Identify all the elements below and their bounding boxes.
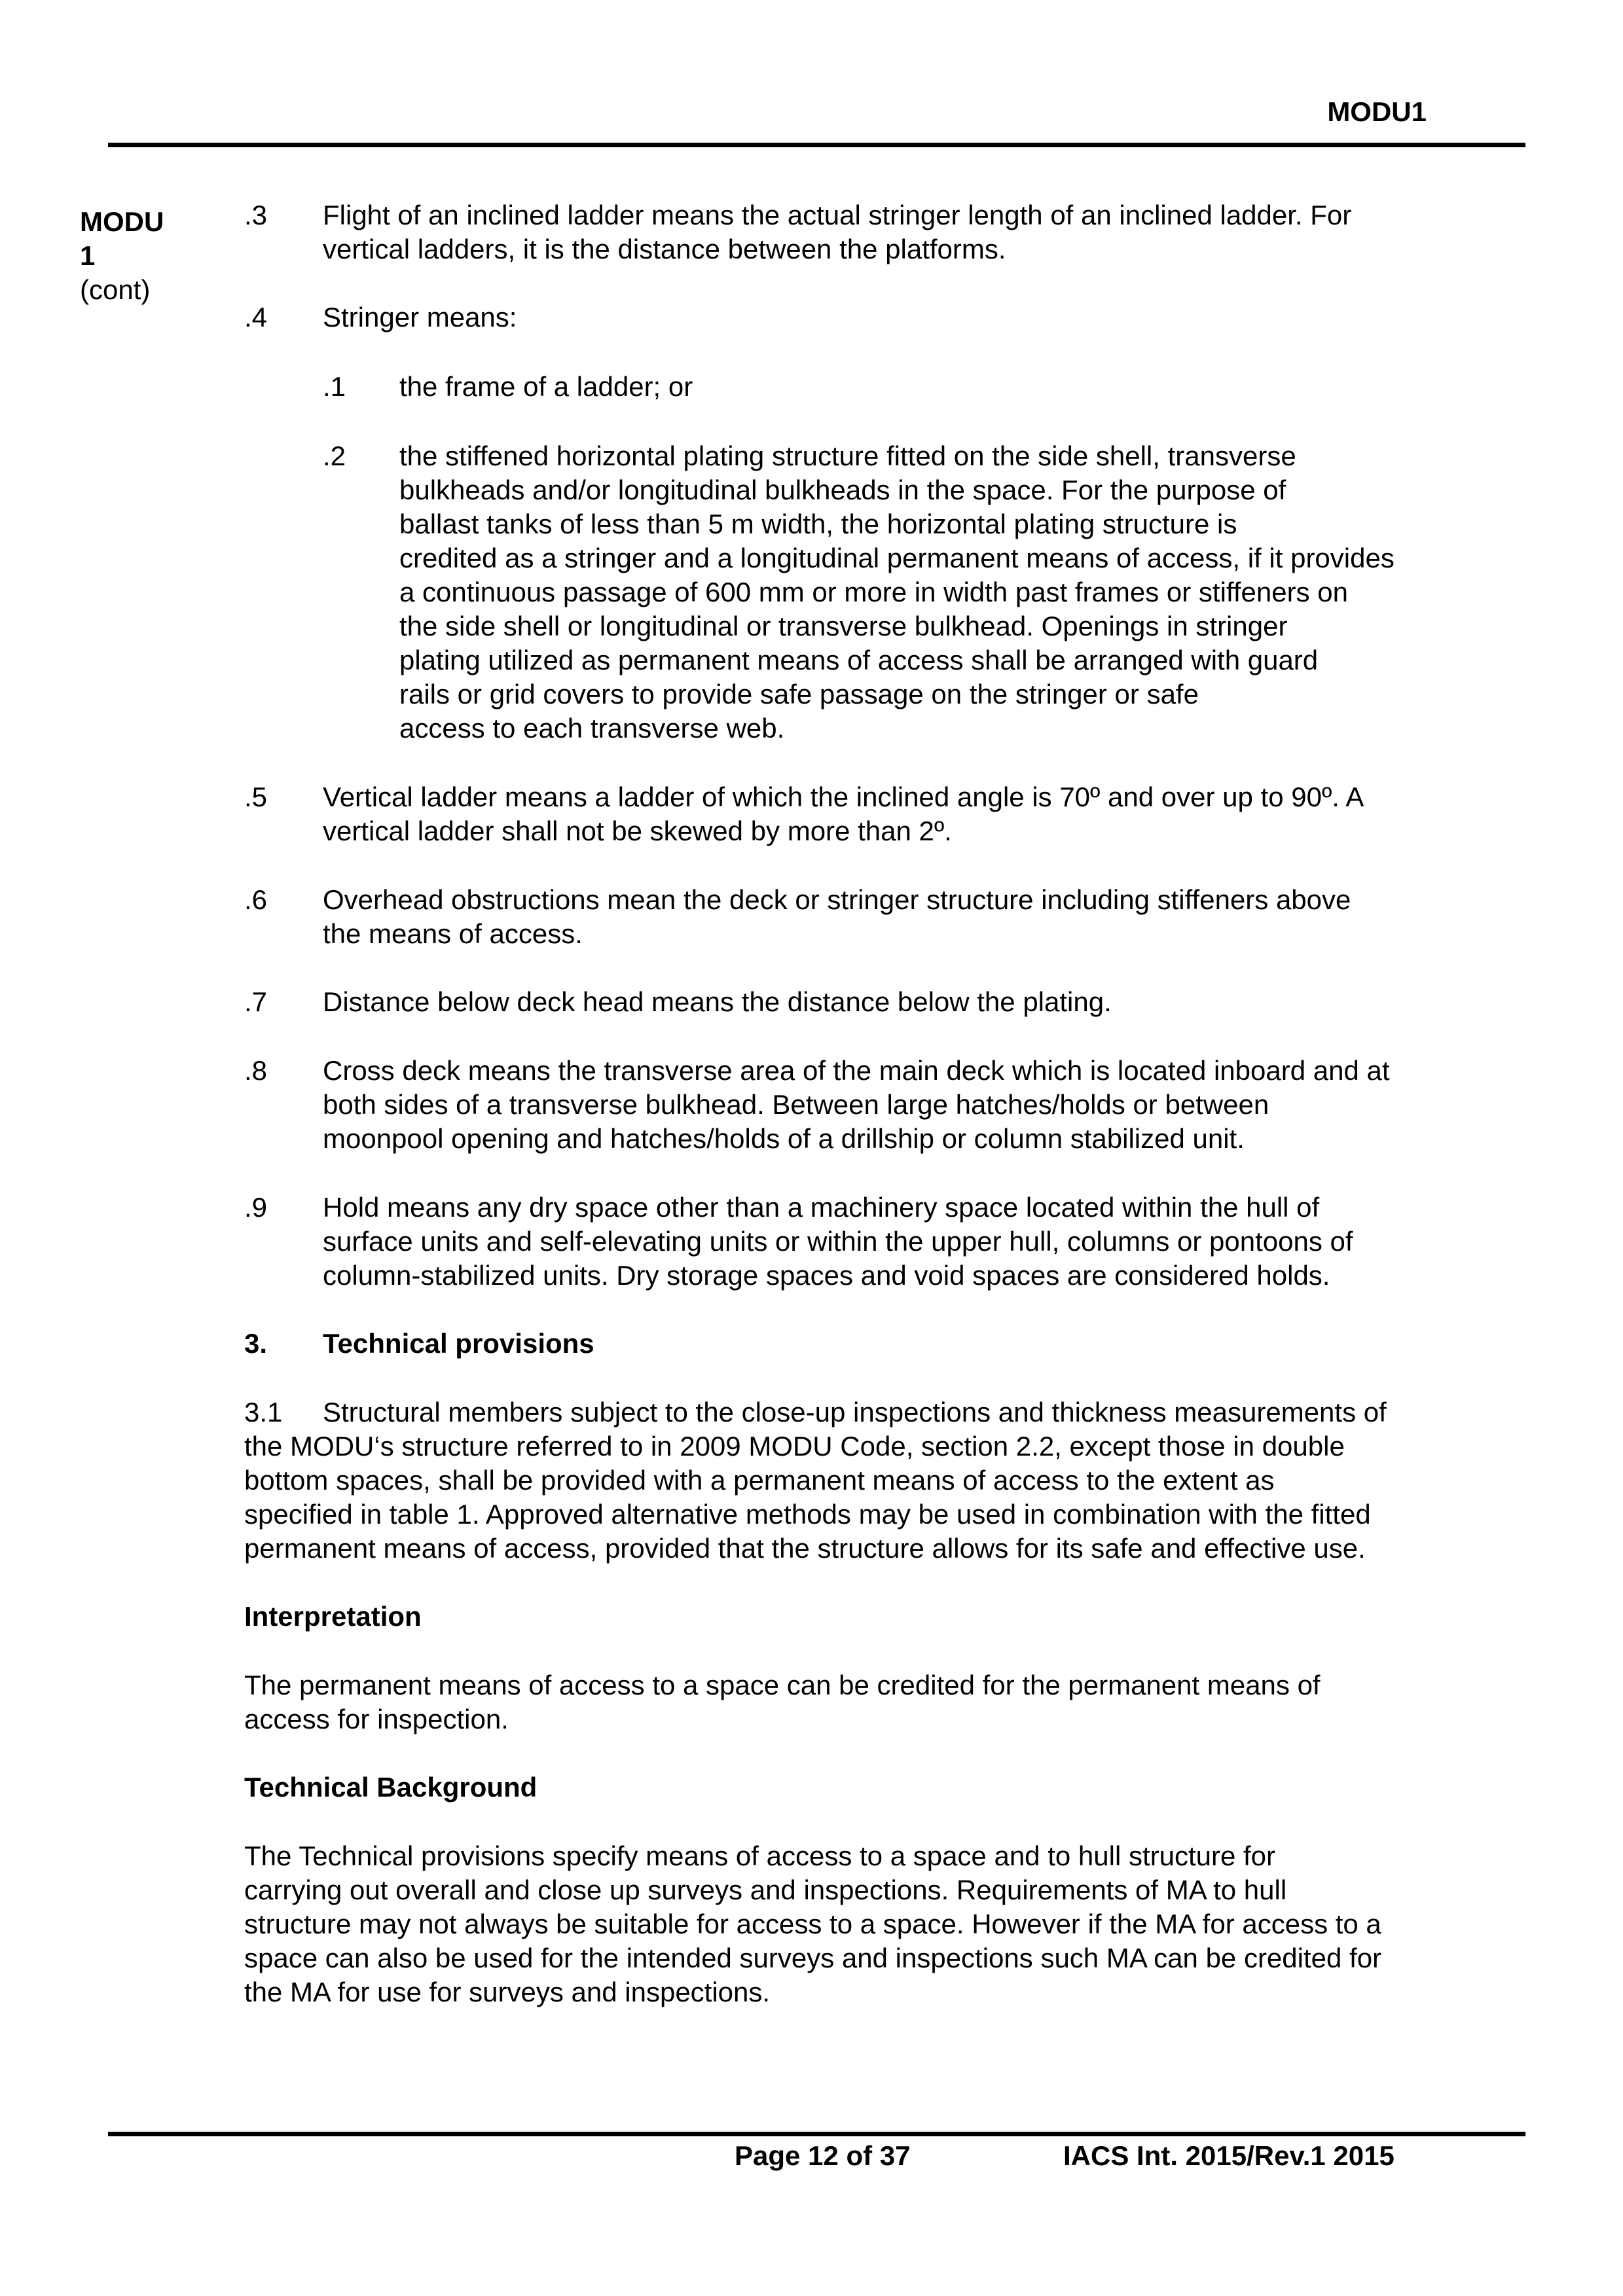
interpretation-line1: The permanent means of access to a space can be credited for the permanent means of xyxy=(244,1670,1321,1700)
subitem-2-number: .2 xyxy=(323,440,346,471)
side-label-line1: MODU xyxy=(80,206,164,237)
background-heading: Technical Background xyxy=(244,1772,538,1803)
section-3-title: Technical provisions xyxy=(323,1328,594,1359)
subitem-2-line6: the side shell or longitudinal or transverse bulkhead. Openings in stringer xyxy=(399,611,1288,641)
subitem-1-line1: the frame of a ladder; or xyxy=(399,371,693,402)
interpretation-heading: Interpretation xyxy=(244,1601,422,1632)
subitem-2-line8: rails or grid covers to provide safe passage on the stringer or safe xyxy=(399,679,1199,709)
subitem-2-line7: plating utilized as permanent means of access shall be arranged with guard xyxy=(399,645,1319,675)
side-label xyxy=(80,205,164,307)
item-9-number: .9 xyxy=(244,1192,268,1223)
document-code: MODU1 xyxy=(1327,96,1427,127)
item-3-line2: vertical ladders, it is the distance between the platforms. xyxy=(323,234,1006,264)
item-8-line3: moonpool opening and hatches/holds of a drillship or column stabilized unit. xyxy=(323,1123,1245,1154)
subitem-2-line4: credited as a stringer and a longitudinal permanent means of access, if it provides xyxy=(399,543,1395,573)
item-8-line1: Cross deck means the transverse area of the main deck which is located inboard and at xyxy=(323,1055,1390,1086)
item-3-line1: Flight of an inclined ladder means the actual stringer length of an inclined ladder. For xyxy=(323,200,1352,230)
item-8-number: .8 xyxy=(244,1055,268,1086)
item-6-line1: Overhead obstructions mean the deck or stringer structure including stiffeners above xyxy=(323,884,1351,915)
background-line3: structure may not always be suitable for access to a space. However if the MA for access to a xyxy=(244,1909,1381,1939)
item-9-line2: surface units and self-elevating units or within the upper hull, columns or pontoons of xyxy=(323,1226,1353,1257)
background-line5: the MA for use for surveys and inspections. xyxy=(244,1977,771,2007)
item-8-line2: both sides of a transverse bulkhead. Between large hatches/holds or between xyxy=(323,1089,1269,1120)
item-6-line2: the means of access. xyxy=(323,918,583,949)
section-3-number: 3. xyxy=(244,1328,268,1359)
background-line1: The Technical provisions specify means of access to a space and to hull structure for xyxy=(244,1840,1276,1871)
item-5-line2: vertical ladder shall not be skewed by more than 2º. xyxy=(323,816,952,846)
para-3-1-line5: permanent means of access, provided that the structure allows for its safe and effective use. xyxy=(244,1533,1366,1564)
item-9-line1: Hold means any dry space other than a machinery space located within the hull of xyxy=(323,1192,1320,1223)
header-rule xyxy=(108,143,1525,147)
side-label-line2: 1 xyxy=(80,240,96,271)
item-4-line1: Stringer means: xyxy=(323,302,517,332)
background-line4: space can also be used for the intended surveys and inspections such MA can be credited for xyxy=(244,1943,1382,1973)
item-6-number: .6 xyxy=(244,884,268,915)
item-5-line1: Vertical ladder means a ladder of which the inclined angle is 70º and over up to 90º. A xyxy=(323,781,1364,812)
subitem-2-line9: access to each transverse web. xyxy=(399,713,785,744)
item-7-number: .7 xyxy=(244,986,268,1017)
para-3-1-line1: Structural members subject to the close-up inspections and thickness measurements of xyxy=(323,1397,1387,1427)
para-3-1-line3: bottom spaces, shall be provided with a permanent means of access to the extent as xyxy=(244,1465,1275,1496)
subitem-2-line1: the stiffened horizontal plating structure fitted on the side shell, transverse xyxy=(399,440,1296,471)
interpretation-line2: access for inspection. xyxy=(244,1704,509,1734)
footer-rule xyxy=(108,2132,1525,2136)
para-3-1-line4: specified in table 1. Approved alternative methods may be used in combination with the fitted xyxy=(244,1499,1371,1530)
subitem-1-number: .1 xyxy=(323,371,346,402)
page-number: Page 12 of 37 xyxy=(735,2140,911,2171)
subitem-2-line2: bulkheads and/or longitudinal bulkheads in the space. For the purpose of xyxy=(399,475,1286,505)
item-3-number: .3 xyxy=(244,200,268,230)
item-9-line3: column-stabilized units. Dry storage spaces and void spaces are considered holds. xyxy=(323,1260,1330,1291)
subitem-2-line5: a continuous passage of 600 mm or more in width past frames or stiffeners on xyxy=(399,577,1348,607)
item-7-line1: Distance below deck head means the distance below the plating. xyxy=(323,986,1112,1017)
document-id: IACS Int. 2015/Rev.1 2015 xyxy=(1063,2140,1395,2171)
background-line2: carrying out overall and close up surveys and inspections. Requirements of MA to hull xyxy=(244,1874,1287,1905)
side-label-line3: (cont) xyxy=(80,274,151,305)
item-4-number: .4 xyxy=(244,302,268,332)
para-3-1-number: 3.1 xyxy=(244,1397,283,1427)
item-5-number: .5 xyxy=(244,781,268,812)
subitem-2-line3: ballast tanks of less than 5 m width, the horizontal plating structure is xyxy=(399,509,1237,539)
para-3-1-line2: the MODU‘s structure referred to in 2009 MODU Code, section 2.2, except those in double xyxy=(244,1431,1345,1462)
